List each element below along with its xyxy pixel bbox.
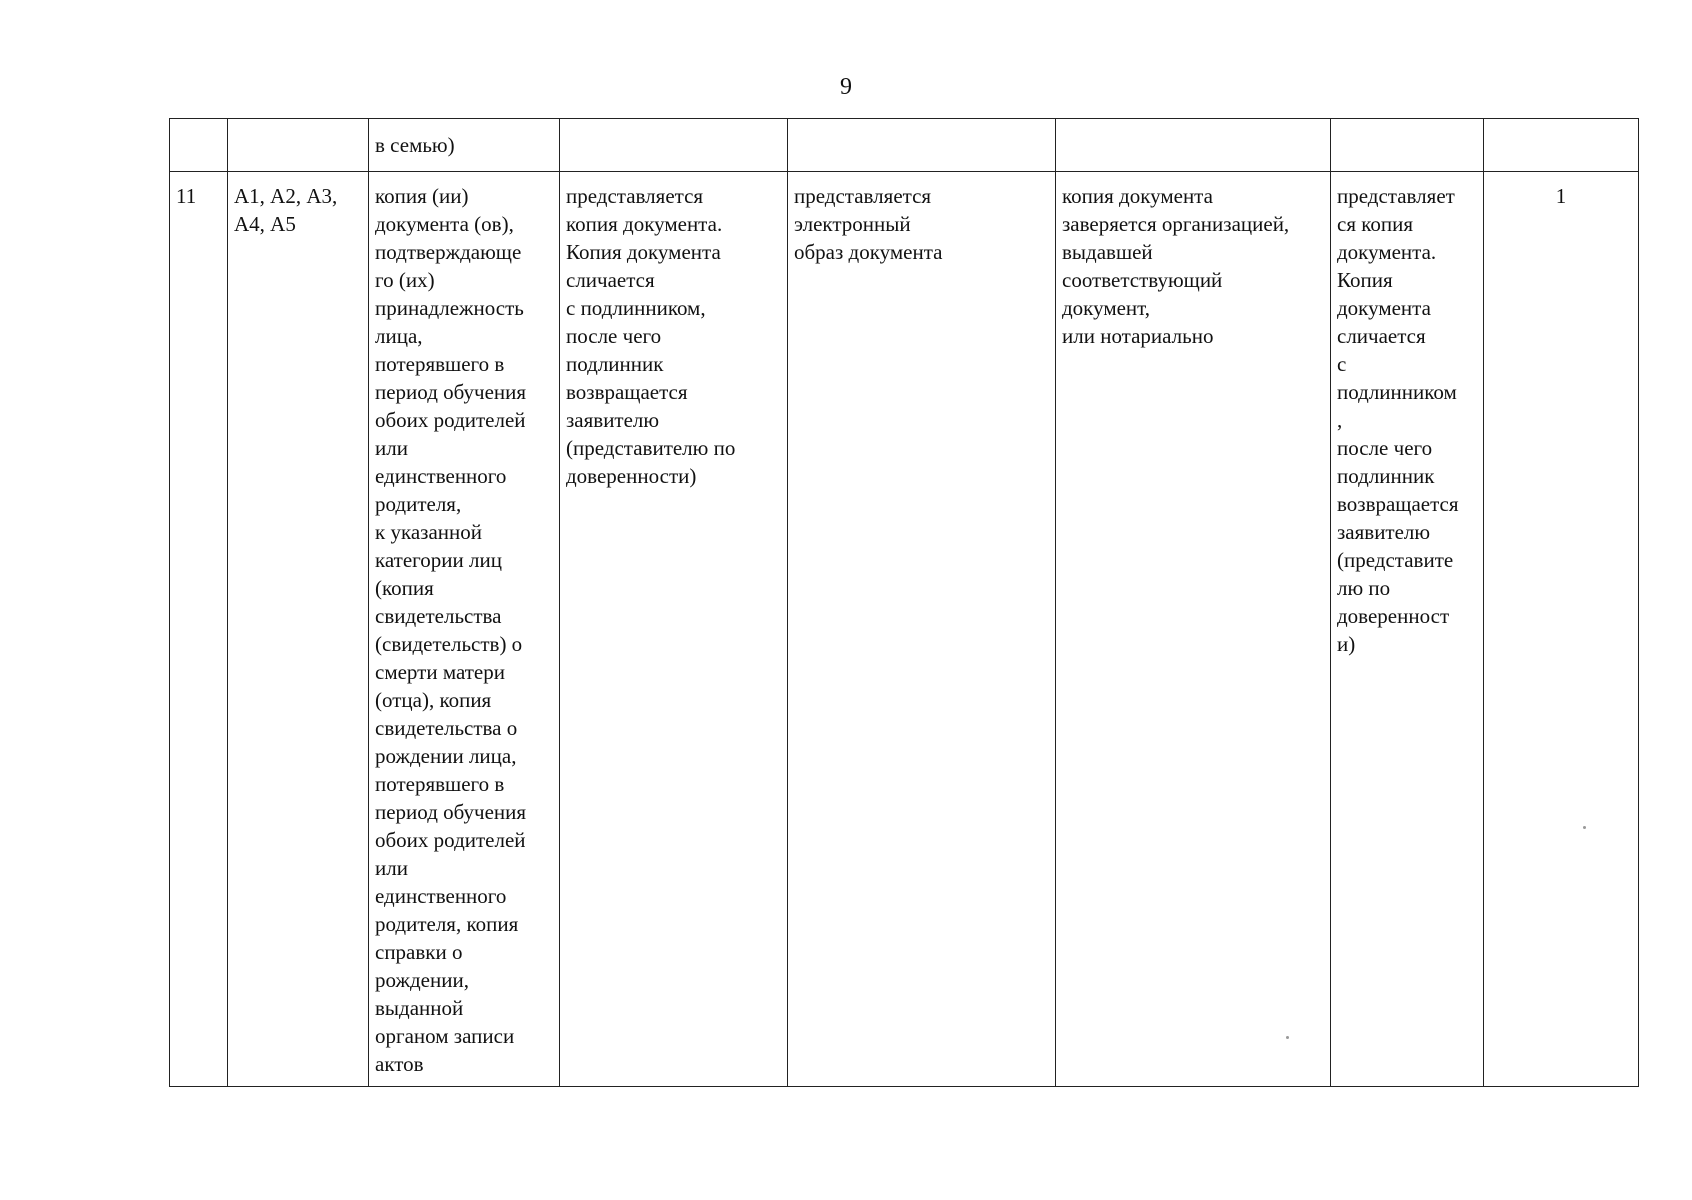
cell-quantity	[1484, 119, 1639, 172]
cell-categories	[228, 119, 369, 172]
cell-paper-submission: представляется копия документа. Копия документа сличается с подлинником, после чего подлинник возвращается заявителю (представителю по доверенности)	[560, 172, 788, 1087]
cell-certification: копия документа заверяется организацией, выдавшей соответствующий документ, или нотариально	[1056, 172, 1331, 1087]
cell-document-name: копия (ии) документа (ов), подтверждающе го (их) принадлежность лица, потерявшего в период обучения обоих родителей или единственного родителя, к указанной категории лиц (копия свидетельства (свидетельств) о смерти матери (отца), копия свидетельства о рождении лица, потерявшего в период обучения обоих родителей или единственного родителя, копия справки о рождении, выданной органом записи актов	[369, 172, 560, 1087]
table-row-continuation	[170, 119, 1639, 172]
cell-document-name: в семью)	[369, 119, 560, 172]
cell-electronic-submission: представляется электронный образ документа	[788, 172, 1056, 1087]
cell-certification	[1056, 119, 1331, 172]
cell-number	[170, 119, 228, 172]
document-table	[169, 118, 1639, 1087]
cell-mfc-submission: представляет ся копия документа. Копия документа сличается с подлинником , после чего подлинник возвращается заявителю (представите лю по доверенност и)	[1331, 172, 1484, 1087]
cell-paper-submission	[560, 119, 788, 172]
scan-speck	[1583, 826, 1586, 829]
cell-categories: А1, А2, А3, А4, А5	[228, 172, 369, 1087]
table-row-11	[170, 172, 1639, 1087]
page-number: 9	[840, 74, 852, 100]
cell-electronic-submission	[788, 119, 1056, 172]
cell-mfc-submission	[1331, 119, 1484, 172]
scan-speck	[1286, 1036, 1289, 1039]
cell-number: 11	[170, 172, 228, 1087]
cell-quantity: 1	[1484, 172, 1639, 1087]
